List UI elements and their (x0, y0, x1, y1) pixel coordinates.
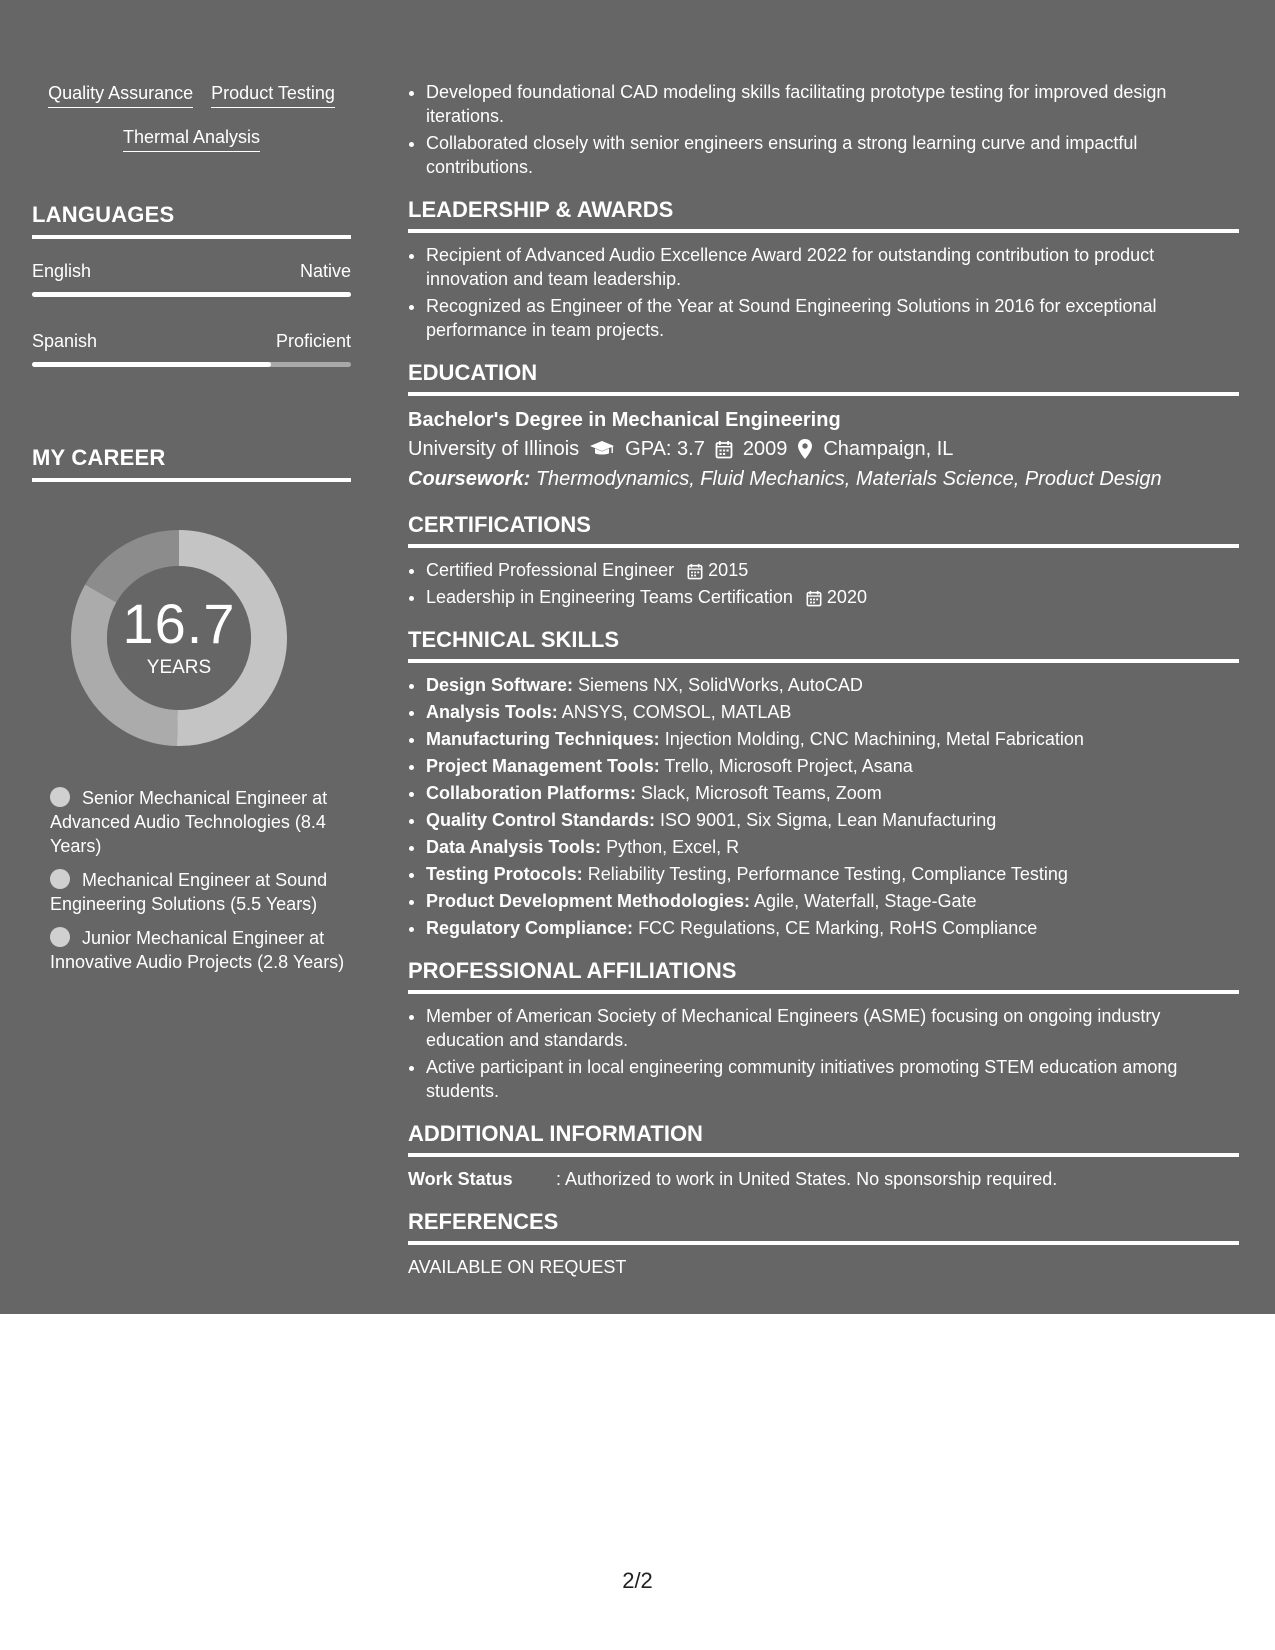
skill-category: Design Software: (426, 675, 574, 695)
career-donut-chart (65, 524, 293, 752)
calendar-icon (687, 563, 703, 580)
certifications-heading: CERTIFICATIONS (408, 512, 1239, 548)
affiliation-item: • Active participant in local engineering community initiatives promoting STEM education among students. (426, 1055, 1239, 1103)
work-status-label: Work Status (408, 1169, 513, 1189)
skill-category: Product Development Methodologies: (426, 891, 751, 911)
legend-dot-icon (50, 869, 70, 889)
affiliation-item: • Member of American Society of Mechanical Engineers (ASME) focusing on ongoing industry education and standards. (426, 1004, 1239, 1052)
skill-item (426, 916, 1239, 940)
language-proficiency-fill (32, 362, 271, 367)
page-number: 2/2 (622, 1568, 653, 1593)
skill-category: Manufacturing Techniques: (426, 729, 660, 749)
skill-item (426, 754, 1239, 778)
career-total-years: 16.7 (122, 592, 236, 655)
language-proficiency-bar (32, 362, 351, 367)
career-legend-item (32, 926, 351, 974)
certifications-list (408, 558, 1239, 609)
certification-item (426, 585, 1239, 609)
language-proficiency-fill (32, 292, 351, 297)
education-school: University of Illinois (408, 438, 580, 460)
education-gpa: GPA: 3.7 (625, 438, 705, 460)
certification-item (426, 558, 1239, 582)
skill-values: ANSYS, COMSOL, MATLAB (561, 702, 792, 722)
coursework-label: Coursework: (408, 468, 531, 490)
technical-skills-list (408, 673, 1239, 940)
skill-values: Python, Excel, R (606, 837, 740, 857)
skill-values: Reliability Testing, Performance Testing, Compliance Testing (587, 864, 1068, 884)
education-coursework (408, 464, 1239, 494)
technical-skills-heading: TECHNICAL SKILLS (408, 627, 1239, 663)
skill-values: Siemens NX, SolidWorks, AutoCAD (578, 675, 863, 695)
legend-dot-icon (50, 927, 70, 947)
skill-item (426, 727, 1239, 751)
experience-bullet: • Collaborated closely with senior engineers ensuring a strong learning curve and impactful contributions. (426, 131, 1239, 179)
additional-info-heading: ADDITIONAL INFORMATION (408, 1121, 1239, 1157)
affiliations-list (408, 1004, 1239, 1103)
references-text: AVAILABLE ON REQUEST (408, 1257, 627, 1277)
skill-item (426, 889, 1239, 913)
leadership-list (408, 243, 1239, 342)
language-name: English (32, 261, 92, 281)
skill-category: Collaboration Platforms: (426, 783, 637, 803)
skill-tags (32, 82, 351, 152)
career-legend-item (32, 786, 351, 858)
skill-values: ISO 9001, Six Sigma, Lean Manufacturing (660, 810, 997, 830)
career-total-unit: YEARS (146, 657, 212, 678)
graduation-cap-icon (589, 440, 615, 458)
language-level: Proficient (275, 331, 351, 351)
language-proficiency-bar (32, 292, 351, 297)
coursework-value: Thermodynamics, Fluid Mechanics, Materials Science, Product Design (535, 468, 1162, 490)
language-level: Native (299, 261, 351, 281)
certification-name: Certified Professional Engineer (426, 560, 675, 580)
experience-bullet: • Developed foundational CAD modeling skills facilitating prototype testing for improved design iterations. (426, 80, 1239, 128)
language-name: Spanish (32, 331, 98, 351)
leadership-heading: LEADERSHIP & AWARDS (408, 197, 1239, 233)
experience-bullets (408, 80, 1239, 179)
right-column (408, 80, 1239, 1279)
education-location: Champaign, IL (823, 438, 954, 460)
education-heading: EDUCATION (408, 360, 1239, 396)
skill-category: Quality Control Standards: (426, 810, 656, 830)
work-status-value: : Authorized to work in United States. No sponsorship required. (556, 1169, 1058, 1189)
skill-category: Analysis Tools: (426, 702, 558, 722)
language-spanish (32, 331, 351, 367)
skill-values: FCC Regulations, CE Marking, RoHS Compliance (638, 918, 1038, 938)
skill-values: Trello, Microsoft Project, Asana (664, 756, 913, 776)
skill-item (426, 835, 1239, 859)
work-status-row (408, 1167, 1239, 1191)
languages-heading: LANGUAGES (32, 202, 351, 239)
skill-category: Testing Protocols: (426, 864, 583, 884)
language-english (32, 261, 351, 297)
calendar-icon (806, 590, 822, 607)
map-pin-icon (797, 438, 813, 460)
affiliations-heading: PROFESSIONAL AFFILIATIONS (408, 958, 1239, 994)
skill-category: Data Analysis Tools: (426, 837, 602, 857)
career-legend (32, 786, 351, 974)
skill-item (426, 700, 1239, 724)
career-heading: MY CAREER (32, 445, 351, 482)
skill-values: Injection Molding, CNC Machining, Metal Fabrication (664, 729, 1084, 749)
education-degree: Bachelor's Degree in Mechanical Engineering (408, 409, 841, 431)
skill-item (426, 781, 1239, 805)
donut-center (65, 524, 293, 752)
left-column (32, 82, 351, 984)
career-legend-item (32, 868, 351, 916)
calendar-icon (715, 440, 733, 459)
skill-tag: Quality Assurance (48, 82, 193, 108)
references-heading: REFERENCES (408, 1209, 1239, 1245)
career-legend-label: Junior Mechanical Engineer at Innovative Audio Projects (2.8 Years) (50, 928, 345, 972)
leadership-item: • Recipient of Advanced Audio Excellence Award 2022 for outstanding contribution to product innovation and team leadership. (426, 243, 1239, 291)
education-details (408, 434, 1239, 464)
skill-tag: Product Testing (211, 82, 335, 108)
leadership-item: • Recognized as Engineer of the Year at Sound Engineering Solutions in 2016 for exceptional performance in team projects. (426, 294, 1239, 342)
skill-item (426, 808, 1239, 832)
certification-year: 2020 (826, 587, 867, 607)
career-legend-label: Senior Mechanical Engineer at Advanced Audio Technologies (8.4 Years) (50, 788, 328, 856)
education-year: 2009 (742, 438, 788, 460)
skill-values: Agile, Waterfall, Stage-Gate (754, 891, 977, 911)
career-legend-label: Mechanical Engineer at Sound Engineering Solutions (5.5 Years) (50, 870, 328, 914)
skill-item (426, 673, 1239, 697)
certification-name: Leadership in Engineering Teams Certification (426, 587, 793, 607)
skill-tag: Thermal Analysis (123, 126, 260, 152)
legend-dot-icon (50, 787, 70, 807)
skill-item (426, 862, 1239, 886)
skill-category: Regulatory Compliance: (426, 918, 634, 938)
certification-year: 2015 (708, 560, 749, 580)
skill-category: Project Management Tools: (426, 756, 660, 776)
skill-values: Slack, Microsoft Teams, Zoom (641, 783, 882, 803)
